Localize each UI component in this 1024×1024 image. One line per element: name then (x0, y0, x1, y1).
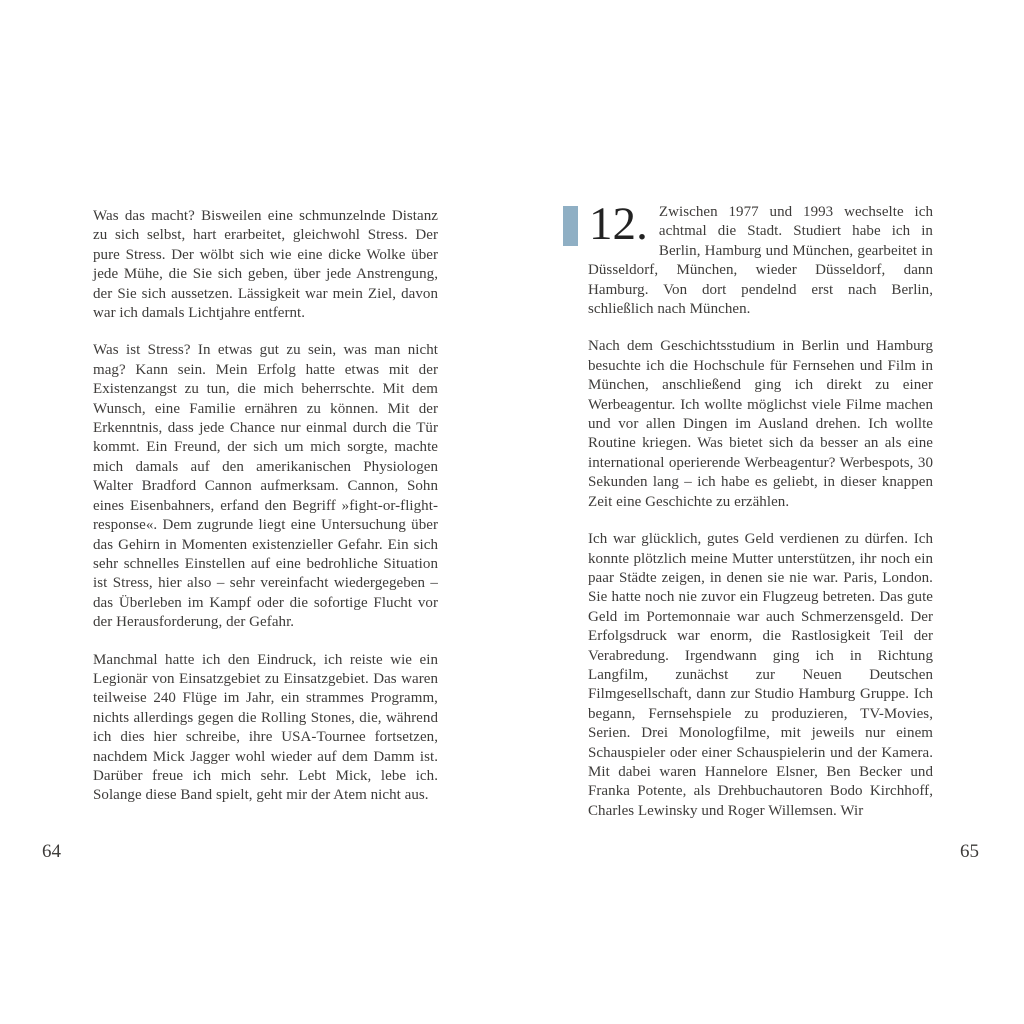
body-paragraph: Nach dem Geschichtsstudium in Berlin und Hamburg besuchte ich die Hochschule für Fernsehen und Film in München, anschließend ging ich direkt zu einer Werbeagentur. Ich wollte möglichst viele Filme machen und vor allen Dingen im Ausland drehen. Ich wollte Routine kriegen. Was bietet sich da besser an als eine international operierende Werbeagentur? Werbespots, 30 Sekunden lang – ich habe es geliebt, in dieser knappen Zeit eine Geschichte zu erzählen. (588, 338, 933, 510)
paragraph-text: Zwischen 1977 und 1993 wechselte ich achtmal die Stadt. Studiert habe ich in Berlin, Hamburg und München, gearbeitet in Düsseldorf, München, wieder Düsseldorf, dann Hamburg. Von dort pendelnd erst nach Berlin, schließlich nach München. (588, 204, 933, 318)
body-paragraph: Ich war glücklich, gutes Geld verdienen zu dürfen. Ich konnte plötzlich meine Mutter unterstützen, ihr noch ein paar Städte zeigen, in denen sie nie war. Paris, London. Sie hatte noch nie zuvor ein Flugzeug betreten. Das gute Geld im Portemonnaie war auch Schmerzensgeld. Der Erfolgsdruck war enorm, die Rastlosigkeit Teil der Verabredung. Irgendwann ging ich in Richtung Langfilm, zunächst zur Neuen Deutschen Filmgesellschaft, dann zur Studio Hamburg Gruppe. Ich begann, Fernsehspiele zu produzieren, TV-Movies, Serien. Drei Monologfilme, mit jeweils nur einem Schauspieler oder einer Schauspielerin und der Kamera. Mit dabei waren Hannelore Elsner, Ben Becker und Franka Potente, als Drehbuchautoren Bodo Kirchhoff, Charles Lewinsky und Roger Willemsen. Wir (588, 531, 933, 819)
chapter-number: 12. (589, 198, 648, 250)
page-number-left: 64 (42, 841, 61, 862)
chapter-accent-rectangle-icon (563, 206, 578, 246)
right-page (512, 0, 1024, 1024)
page-number-right: 65 (960, 841, 979, 862)
body-paragraph: Was das macht? Bisweilen eine schmunzelnde Distanz zu sich selbst, hart erarbeitet, gleichwohl Stress. Der pure Stress. Der wölbt sich wie eine dicke Wolke über jede Mühe, die Sie sich geben, über jede Anstrengung, der Sie sich aussetzen. Lässigkeit war mein Ziel, davon war ich damals Lichtjahre entfernt. (93, 208, 438, 322)
chapter-opening-paragraph (588, 198, 933, 319)
body-paragraph: Manchmal hatte ich den Eindruck, ich reiste wie ein Legionär von Einsatzgebiet zu Einsatzgebiet. Das waren teilweise 240 Flüge im Jahr, ein strammes Programm, nichts allerdings gegen die Rolling Stones, die, während ich dies hier schreibe, ihre USA-Tournee fortsetzen, nachdem Mick Jagger wohl wieder auf dem Damm ist. Darüber freue ich mich sehr. Lebt Mick, lebe ich. Solange diese Band spielt, geht mir der Atem nicht aus. (93, 651, 438, 804)
left-text-column (93, 207, 438, 806)
right-text-column (588, 198, 933, 821)
body-paragraph: Was ist Stress? In etwas gut zu sein, was man nicht mag? Kann sein. Mein Erfolg hatte etwas mit der Existenzangst zu tun, die mich beherrschte. Mit dem Wunsch, eine Familie ernähren zu können. Mit der Erkenntnis, dass jede Chance nur einmal durch die Tür kommt. Ein Freund, der sich um mich sorgte, machte mich damals auf den amerikanischen Physiologen Walter Bradford Cannon aufmerksam. Cannon, Sohn eines Eisenbahners, erfand den Begriff »fight-or-flight-response«. Dem zugrunde liegt eine Untersuchung über das Gehirn in Momenten existenzieller Gefahr. Ein sich sehr schnelles Einstellen auf eine bedrohliche Situation ist Stress, hier also – sehr vereinfacht wiedergegeben – das Überleben im Kampf oder die sofortige Flucht vor der Herausforderung, der Gefahr. (93, 342, 438, 631)
